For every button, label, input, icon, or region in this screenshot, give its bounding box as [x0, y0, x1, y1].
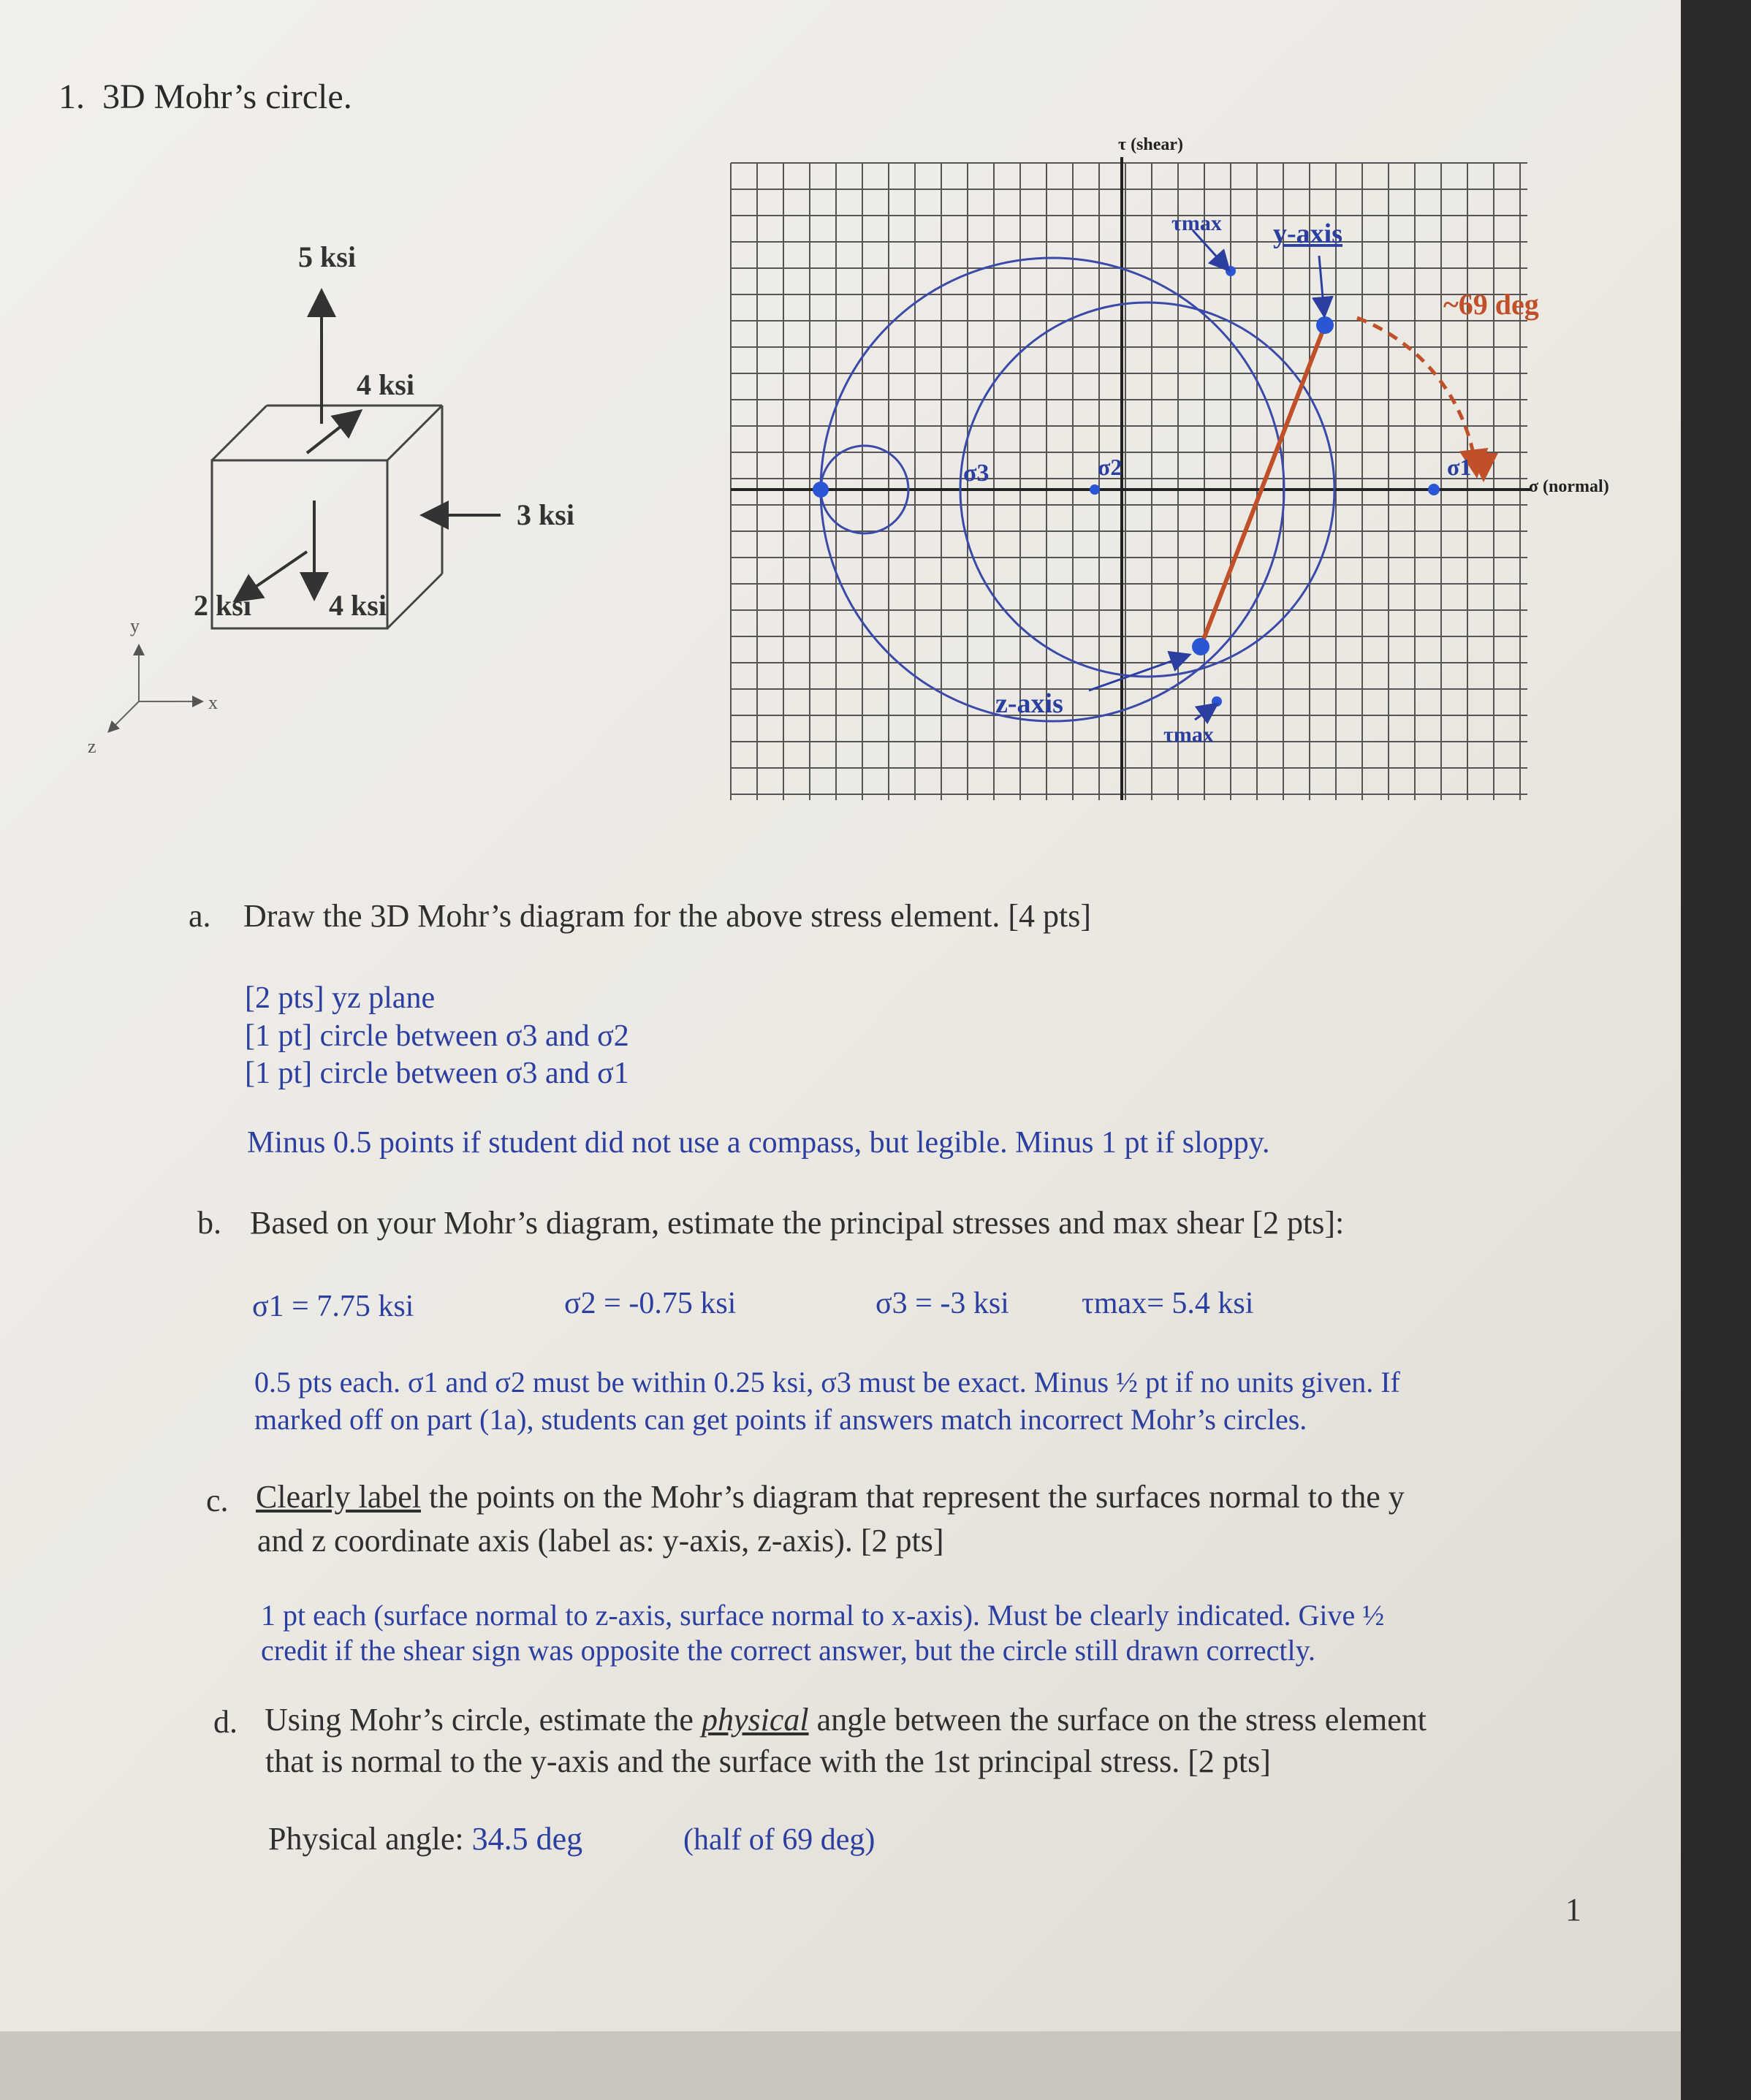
- axis-x-label: x: [208, 692, 218, 713]
- point-z-axis: [1192, 638, 1209, 655]
- part-d-answer-value: 34.5 deg: [471, 1821, 583, 1857]
- sigma-axis-label: σ (normal): [1529, 477, 1609, 496]
- coordinate-triad: [88, 615, 218, 757]
- label-sigma2: σ2: [1098, 454, 1123, 480]
- arrow-z-axis: [1089, 655, 1188, 691]
- part-c-underlined: Clearly label: [256, 1479, 422, 1515]
- part-c-question-line1: [256, 1476, 1405, 1518]
- answer-sigma1: σ1 = 7.75 ksi: [252, 1290, 414, 1323]
- mohr-diagram: [716, 128, 1630, 807]
- point-y-axis: [1316, 316, 1334, 334]
- part-d-answer-note: (half of 69 deg): [683, 1823, 876, 1857]
- part-d-question-em: physical: [701, 1702, 809, 1738]
- answer-sigma2: σ2 = -0.75 ksi: [564, 1287, 737, 1320]
- part-c-rubric-line1: 1 pt each (surface normal to z-axis, surface normal to x-axis). Must be clearly indicated. Give ½: [261, 1599, 1385, 1632]
- part-a-rubric-3: [1 pt] circle between σ3 and σ1: [245, 1057, 629, 1090]
- answer-tau-max: τmax= 5.4 ksi: [1082, 1287, 1254, 1320]
- label-4ksi-bottom: 4 ksi: [329, 589, 387, 622]
- label-tau-max-bottom: τmax: [1163, 723, 1214, 747]
- label-sigma1: σ1: [1447, 454, 1472, 480]
- point-sigma3: [813, 482, 829, 498]
- label-tau-max-top: τmax: [1171, 211, 1222, 235]
- answer-sigma3: σ3 = -3 ksi: [876, 1287, 1009, 1320]
- part-a-letter: a.: [189, 898, 211, 934]
- label-sigma3: σ3: [963, 460, 990, 487]
- arrow-y-axis: [1319, 256, 1324, 314]
- label-5ksi: 5 ksi: [298, 240, 356, 273]
- axis-z-label: z: [88, 736, 96, 757]
- part-d-answer: [268, 1818, 582, 1860]
- part-d-question-line1: [265, 1699, 1427, 1741]
- tau-axis-label: τ (shear): [1118, 135, 1184, 154]
- angle-arc: [1357, 318, 1476, 471]
- label-angle: ~69 deg: [1443, 288, 1539, 321]
- part-d-letter: d.: [213, 1704, 238, 1740]
- part-b-rubric-line1: 0.5 pts each. σ1 and σ2 must be within 0.25 ksi, σ3 must be exact. Minus ½ pt if no units given. If: [254, 1366, 1400, 1399]
- part-d-question-line2: that is normal to the y-axis and the surface with the 1st principal stress. [2 pts]: [265, 1743, 1271, 1779]
- label-3ksi: 3 ksi: [517, 498, 574, 531]
- problem-title-text: 3D Mohr’s circle.: [102, 77, 352, 116]
- part-a-rubric-2: [1 pt] circle between σ3 and σ2: [245, 1019, 629, 1053]
- point-sigma2: [1090, 484, 1100, 495]
- label-4ksi-top: 4 ksi: [357, 368, 414, 401]
- part-b-rubric-line2: marked off on part (1a), students can get points if answers match incorrect Mohr’s circles.: [254, 1403, 1307, 1436]
- part-a-rubric-1: [2 pts] yz plane: [245, 981, 436, 1015]
- label-2ksi: 2 ksi: [194, 589, 251, 622]
- arrow-tau-max-top: [1193, 230, 1228, 269]
- part-c-letter: c.: [206, 1483, 229, 1518]
- grid-paper: [731, 163, 1527, 800]
- part-a-question: Draw the 3D Mohr’s diagram for the above stress element. [4 pts]: [243, 898, 1091, 934]
- part-d-answer-label: Physical angle:: [268, 1821, 472, 1857]
- part-c-question-rest: the points on the Mohr’s diagram that represent the surfaces normal to the y: [421, 1479, 1405, 1515]
- part-b-letter: b.: [197, 1205, 221, 1241]
- label-y-axis: y-axis: [1273, 218, 1342, 249]
- monitor-bezel: [0, 2031, 1681, 2100]
- page-number: 1: [1565, 1892, 1581, 1928]
- label-z-axis: z-axis: [995, 688, 1063, 719]
- arrow-4ksi-top: [307, 413, 358, 453]
- problem-title: [58, 77, 352, 117]
- axis-y-label: y: [130, 615, 140, 636]
- part-d-question-pre: Using Mohr’s circle, estimate the: [265, 1702, 702, 1738]
- point-sigma1: [1428, 484, 1440, 495]
- part-d-question-post: angle between the surface on the stress element: [808, 1702, 1427, 1738]
- point-tau-max-bottom: [1212, 696, 1222, 707]
- stress-element-diagram: [73, 227, 628, 782]
- part-b-question: Based on your Mohr’s diagram, estimate the principal stresses and max shear [2 pts]:: [250, 1205, 1345, 1241]
- screen-edge: [1681, 0, 1751, 2100]
- part-c-rubric-line2: credit if the shear sign was opposite the correct answer, but the circle still drawn correctly.: [261, 1634, 1316, 1667]
- part-c-question-line2: and z coordinate axis (label as: y-axis, z-axis). [2 pts]: [257, 1523, 944, 1559]
- part-a-rubric-4: Minus 0.5 points if student did not use a compass, but legible. Minus 1 pt if sloppy.: [247, 1126, 1270, 1160]
- problem-number: 1.: [58, 77, 85, 116]
